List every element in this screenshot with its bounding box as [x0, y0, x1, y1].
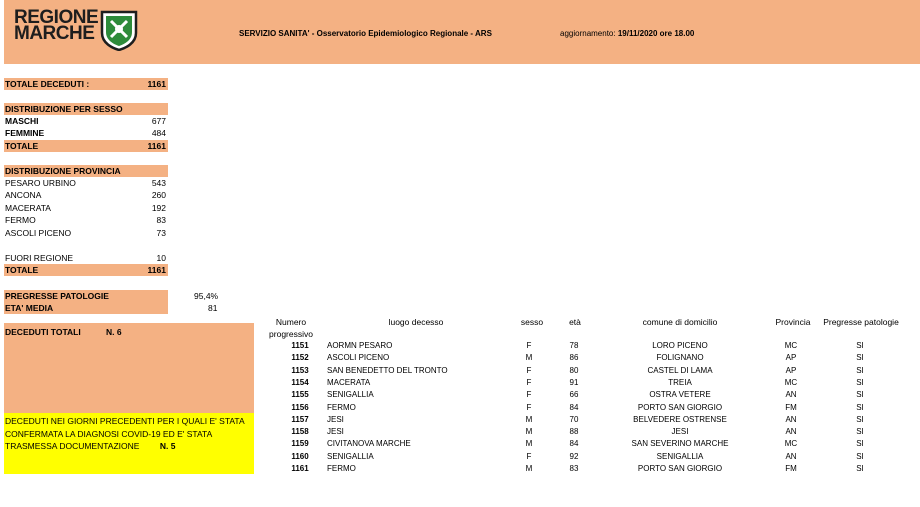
province-total-value: 1161: [147, 265, 166, 275]
logo-line-1: REGIONE: [14, 7, 99, 28]
cell-place: FERMO: [327, 402, 356, 412]
table-row: [270, 451, 910, 463]
cell-number: 1157: [291, 414, 309, 424]
province-section-title: [4, 165, 168, 177]
col-header-municipality: comune di domicilio: [642, 317, 718, 327]
cell-province: AP: [785, 353, 797, 363]
cell-province: FM: [785, 402, 797, 412]
table-row: [270, 377, 910, 389]
cell-place: FERMO: [327, 464, 356, 473]
table-row: [270, 340, 910, 352]
col-header-number: [262, 316, 320, 340]
province-label: FERMO: [5, 215, 36, 225]
comorbidity-value: 95,4%: [194, 291, 219, 301]
mean-age-value: 81: [208, 303, 218, 313]
cell-sex: F: [526, 402, 532, 412]
cell-number: 1155: [291, 390, 309, 400]
sex-section-title: [4, 103, 168, 115]
col-header-place: luogo decesso: [388, 317, 444, 327]
cell-municipality: TREIA: [668, 377, 692, 387]
cell-age: 91: [569, 377, 579, 387]
province-value: 73: [156, 228, 166, 238]
cell-municipality: PORTO SAN GIORGIO: [637, 464, 723, 473]
daily-deaths-box: [4, 323, 254, 413]
total-deaths-row: [4, 78, 168, 90]
sex-section-label: DISTRIBUZIONE PER SESSO: [5, 104, 123, 114]
cell-age: 86: [569, 353, 579, 363]
sex-label: MASCHI: [5, 116, 39, 126]
province-value: 543: [151, 178, 166, 188]
sex-total-label: TOTALE: [5, 141, 39, 151]
cell-number: 1158: [291, 427, 309, 437]
cell-number: 1160: [291, 451, 309, 461]
table-row: [270, 438, 910, 450]
province-row: [4, 214, 168, 226]
table-row: [270, 389, 910, 401]
previous-days-line-2: CONFERMATA LA DIAGNOSI COVID-19 ED E' STATA: [5, 428, 213, 439]
cell-municipality: OSTRA VETERE: [649, 390, 711, 400]
cell-province: AN: [785, 390, 797, 400]
cell-sex: F: [526, 377, 532, 387]
cell-province: MC: [784, 439, 798, 449]
province-value: 83: [156, 215, 166, 225]
cell-municipality: FOLIGNANO: [656, 353, 704, 363]
previous-days-box: [4, 413, 254, 474]
table-row: [270, 352, 910, 364]
comorbidity-label: PREGRESSE PATOLOGIE: [5, 291, 109, 301]
cell-sex: M: [525, 414, 533, 424]
cell-place: MACERATA: [327, 377, 371, 387]
cell-number: 1151: [291, 341, 309, 350]
cell-province: AP: [785, 365, 797, 375]
cell-number: 1152: [291, 353, 309, 363]
cell-sex: F: [526, 365, 532, 375]
out-of-region-row: [4, 252, 168, 264]
cell-comorbidity: SI: [856, 341, 864, 350]
cell-number: 1153: [291, 365, 309, 375]
cell-age: 80: [569, 365, 579, 375]
sex-label: FEMMINE: [5, 128, 45, 138]
cell-municipality: BELVEDERE OSTRENSE: [633, 414, 727, 424]
sex-value: 677: [151, 116, 166, 126]
col-header-age: età: [569, 317, 581, 327]
table-row: [270, 402, 910, 414]
cell-comorbidity: SI: [856, 377, 864, 387]
update-value: 19/11/2020 ore 18.00: [617, 29, 695, 38]
cell-comorbidity: SI: [856, 427, 864, 437]
province-value: 260: [151, 190, 166, 200]
col-header-number-line1: Numero: [275, 317, 307, 327]
region-emblem-icon: [98, 9, 140, 51]
cell-number: 1156: [291, 402, 309, 412]
cell-sex: F: [526, 341, 532, 350]
cell-sex: M: [525, 353, 533, 363]
table-row: [270, 365, 910, 377]
cell-municipality: JESI: [671, 427, 689, 437]
previous-days-line-3: [5, 440, 254, 453]
cell-number: 1154: [291, 377, 309, 387]
cell-province: AN: [785, 451, 797, 461]
sex-row-females: [4, 127, 168, 139]
cell-sex: F: [526, 451, 532, 461]
update-info: [560, 29, 694, 38]
cell-age: 84: [569, 402, 579, 412]
cell-comorbidity: SI: [856, 464, 864, 473]
stats-box: [4, 290, 168, 314]
cell-comorbidity: SI: [856, 402, 864, 412]
province-row: [4, 177, 168, 189]
cell-municipality: SENIGALLIA: [656, 451, 704, 461]
province-row: [4, 202, 168, 214]
cell-comorbidity: SI: [856, 390, 864, 400]
col-header-sex: sesso: [520, 317, 544, 327]
logo-line-2: MARCHE: [14, 23, 95, 44]
province-label: ANCONA: [5, 190, 42, 200]
daily-deaths-count: N. 6: [106, 327, 122, 337]
cell-age: 66: [569, 390, 579, 400]
out-of-region-label: FUORI REGIONE: [5, 253, 74, 263]
col-header-number-line2: progressivo: [269, 329, 313, 339]
cell-municipality: SAN SEVERINO MARCHE: [631, 439, 729, 449]
cell-number: 1161: [291, 464, 309, 473]
cell-age: 88: [569, 427, 579, 437]
cell-sex: M: [525, 427, 533, 437]
cell-comorbidity: SI: [856, 365, 864, 375]
province-label: MACERATA: [5, 203, 51, 213]
region-logo: [14, 7, 99, 44]
cell-sex: M: [525, 439, 533, 449]
previous-days-line-3-text: TRASMESSA DOCUMENTAZIONE: [5, 441, 140, 451]
cell-age: 92: [569, 451, 579, 461]
cell-municipality: CASTEL DI LAMA: [647, 365, 713, 375]
total-deaths-value: 1161: [147, 79, 166, 89]
cell-place: JESI: [327, 427, 344, 437]
sex-total-row: [4, 140, 168, 152]
cell-province: AN: [785, 427, 797, 437]
province-value: 192: [151, 203, 166, 213]
cell-comorbidity: SI: [856, 451, 864, 461]
province-label: PESARO URBINO: [5, 178, 76, 188]
col-header-comorbidity: Pregresse patologie: [823, 317, 899, 327]
cell-comorbidity: SI: [856, 439, 864, 449]
cell-province: MC: [784, 377, 798, 387]
sex-row-males: [4, 115, 168, 127]
cell-place: ASCOLI PICENO: [327, 353, 390, 363]
cell-sex: M: [525, 464, 533, 473]
previous-days-count: N. 5: [159, 441, 176, 451]
table-row: [270, 463, 910, 475]
col-header-province: Provincia: [775, 317, 811, 327]
province-label: ASCOLI PICENO: [5, 228, 72, 238]
province-row: [4, 189, 168, 201]
cell-age: 84: [569, 439, 579, 449]
cell-place: SENIGALLIA: [327, 390, 374, 400]
province-total-row: [4, 264, 168, 276]
total-deaths-label: TOTALE DECEDUTI :: [5, 79, 90, 89]
cell-age: 78: [569, 341, 579, 350]
cell-municipality: PORTO SAN GIORGIO: [637, 402, 723, 412]
out-of-region-value: 10: [156, 253, 166, 263]
cell-sex: F: [526, 390, 532, 400]
mean-age-label: ETA' MEDIA: [5, 303, 54, 313]
table-row: [270, 414, 910, 426]
update-label: aggiornamento:: [560, 29, 616, 38]
sex-value: 484: [151, 128, 166, 138]
table-row: [270, 426, 910, 438]
province-total-label: TOTALE: [5, 265, 39, 275]
province-row: [4, 227, 168, 239]
previous-days-line-1: DECEDUTI NEI GIORNI PRECEDENTI PER I QUALI E' STATA: [5, 416, 245, 426]
cell-age: 83: [569, 464, 579, 473]
service-title: SERVIZIO SANITA' - Osservatorio Epidemiologico Regionale - ARS: [239, 29, 492, 38]
cell-age: 70: [569, 414, 579, 424]
cell-province: AN: [785, 414, 797, 424]
cell-province: MC: [784, 341, 798, 350]
cell-place: AORMN PESARO: [327, 341, 393, 350]
daily-deaths-label: DECEDUTI TOTALI: [5, 327, 81, 337]
cell-province: FM: [785, 464, 797, 473]
sex-total-value: 1161: [147, 141, 166, 151]
province-section-label: DISTRIBUZIONE PROVINCIA: [5, 166, 121, 176]
cell-place: SENIGALLIA: [327, 451, 374, 461]
cell-place: JESI: [327, 414, 344, 424]
cell-municipality: LORO PICENO: [652, 341, 708, 350]
cell-place: SAN BENEDETTO DEL TRONTO: [327, 365, 448, 375]
cell-place: CIVITANOVA MARCHE: [327, 439, 411, 449]
cell-comorbidity: SI: [856, 414, 864, 424]
cell-comorbidity: SI: [856, 353, 864, 363]
cell-number: 1159: [291, 439, 309, 449]
